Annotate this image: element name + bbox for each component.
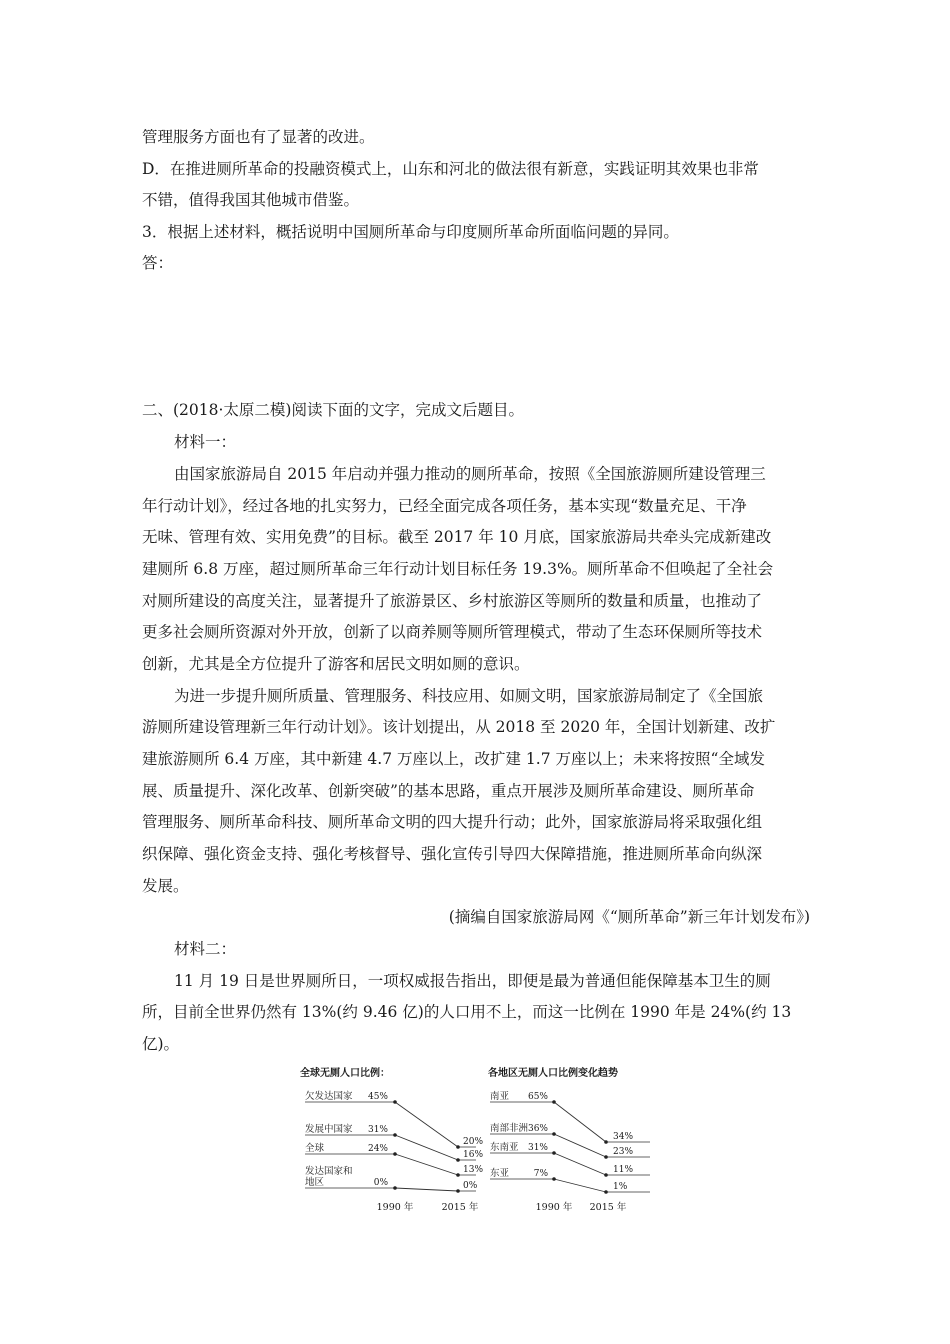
data-point-1990 xyxy=(552,1177,556,1181)
paragraph-1-line: 无味、管理有效、实用免费”的目标。截至 2017 年 10 月底，国家旅游局共牵头完成新建改 xyxy=(142,528,772,546)
paragraph-1-line: 创新，尤其是全方位提升了游客和居民文明如厕的意识。 xyxy=(142,655,530,673)
value-label-1990: 36% xyxy=(527,1124,548,1134)
paragraph-3-line: 所，目前全世界仍然有 13%(约 9.46 亿)的人口用不上，而这一比例在 1990 年是 24%(约 13 xyxy=(142,1003,792,1021)
data-point-1990 xyxy=(393,1133,397,1137)
value-label-2015: 16% xyxy=(463,1150,484,1160)
series-label: 全球 xyxy=(305,1143,325,1154)
value-label-1990: 0% xyxy=(373,1178,388,1188)
value-label-2015: 0% xyxy=(463,1181,478,1191)
material-2-label: 材料二： xyxy=(174,940,237,958)
data-point-1990 xyxy=(552,1100,556,1104)
series-slope-line xyxy=(395,1102,458,1147)
paragraph-2-line: 游厕所建设管理新三年行动计划》。该计划提出，从 2018 至 2020 年，全国计划新建、改扩 xyxy=(142,718,776,736)
paragraph-1-line: 建厕所 6.8 万座，超过厕所革命三年行动计划目标任务 19.3%。厕所革命不但唤起了全社会 xyxy=(142,560,774,578)
value-label-2015: 20% xyxy=(463,1137,484,1147)
data-point-1990 xyxy=(393,1186,397,1190)
value-label-1990: 65% xyxy=(527,1092,548,1102)
value-label-1990: 7% xyxy=(533,1169,548,1179)
series-slope-line xyxy=(395,1154,458,1175)
series-slope-line xyxy=(554,1102,606,1142)
series-label: 南亚 xyxy=(490,1091,510,1102)
series-slope-line xyxy=(395,1188,458,1191)
data-point-1990 xyxy=(552,1151,556,1155)
value-label-2015: 13% xyxy=(463,1165,484,1175)
global-chart xyxy=(300,1062,484,1222)
chart-title: 各地区无厕人口比例变化趋势 xyxy=(488,1068,618,1079)
material-1-label: 材料一： xyxy=(174,433,237,451)
paragraph-2-line: 为进一步提升厕所质量、管理服务、科技应用、如厕文明，国家旅游局制定了《全国旅 xyxy=(174,687,764,705)
x-tick-label: 2015 年 xyxy=(589,1202,627,1213)
paragraph-1-line: 更多社会厕所资源对外开放，创新了以商养厕等厕所管理模式，带动了生态环保厕所等技术 xyxy=(142,623,763,641)
value-label-1990: 24% xyxy=(367,1144,388,1154)
paragraph-3-line: 亿)。 xyxy=(142,1035,180,1053)
value-label-1990: 31% xyxy=(367,1125,388,1135)
data-point-1990 xyxy=(393,1152,397,1156)
chart-title: 全球无厕人口比例： xyxy=(300,1068,390,1079)
value-label-1990: 31% xyxy=(527,1143,548,1153)
data-point-2015 xyxy=(456,1158,460,1162)
series-slope-line xyxy=(395,1135,458,1160)
regional-chart xyxy=(488,1062,663,1222)
series-label: 南部非洲 xyxy=(490,1123,529,1134)
series-label: 地区 xyxy=(305,1177,325,1188)
answer-label: 答： xyxy=(142,254,174,272)
option-d: D．在推进厕所革命的投融资模式上，山东和河北的做法很有新意，实践证明其效果也非常 xyxy=(142,160,759,178)
paragraph-1-line: 由国家旅游局自 2015 年启动并强力推动的厕所革命，按照《全国旅游厕所建设管理三 xyxy=(174,465,766,483)
paragraph-1-line: 年行动计划》，经过各地的扎实努力，已经全面完成各项任务，基本实现“数量充足、干净 xyxy=(142,497,747,515)
series-label: 东亚 xyxy=(490,1168,510,1179)
series-label: 发达国家和 xyxy=(305,1166,353,1177)
value-label-2015: 1% xyxy=(613,1182,628,1192)
data-point-2015 xyxy=(604,1155,608,1159)
series-label: 东南亚 xyxy=(490,1142,519,1153)
value-label-1990: 45% xyxy=(367,1092,388,1102)
question-3: 3．根据上述材料，概括说明中国厕所革命与印度厕所革命所面临问题的异同。 xyxy=(142,223,679,241)
source-citation: (摘编自国家旅游局网《“厕所革命”新三年计划发布》) xyxy=(448,908,810,926)
paragraph-2-line: 织保障、强化资金支持、强化考核督导、强化宣传引导四大保障措施，推进厕所革命向纵深 xyxy=(142,845,763,863)
x-tick-label: 1990 年 xyxy=(376,1202,414,1213)
data-point-2015 xyxy=(456,1189,460,1193)
paragraph-2-line: 展、质量提升、深化改革、创新突破”的基本思路，重点开展涉及厕所革命建设、厕所革命 xyxy=(142,782,755,800)
paragraph-2-line: 建旅游厕所 6.4 万座，其中新建 4.7 万座以上，改扩建 1.7 万座以上；未来将按照“全域发 xyxy=(142,750,765,768)
series-slope-line xyxy=(554,1179,606,1192)
section-heading: 二、(2018·太原二模)阅读下面的文字，完成文后题目。 xyxy=(142,401,524,419)
data-point-2015 xyxy=(604,1140,608,1144)
data-point-2015 xyxy=(456,1145,460,1149)
paragraph-3-line: 11 月 19 日是世界厕所日，一项权威报告指出，即便是最为普通但能保障基本卫生的厕 xyxy=(174,972,771,990)
data-point-1990 xyxy=(393,1100,397,1104)
series-slope-line xyxy=(554,1134,606,1157)
series-label: 欠发达国家 xyxy=(305,1091,353,1102)
paragraph-1-line: 对厕所建设的高度关注，显著提升了旅游景区、乡村旅游区等厕所的数量和质量，也推动了 xyxy=(142,592,763,610)
paragraph-2-line: 发展。 xyxy=(142,877,189,895)
data-point-1990 xyxy=(552,1132,556,1136)
data-point-2015 xyxy=(456,1173,460,1177)
value-label-2015: 11% xyxy=(613,1165,634,1175)
data-point-2015 xyxy=(604,1173,608,1177)
data-point-2015 xyxy=(604,1190,608,1194)
value-label-2015: 34% xyxy=(613,1132,634,1142)
series-label: 发展中国家 xyxy=(305,1124,353,1135)
x-tick-label: 1990 年 xyxy=(535,1202,573,1213)
text-line: 管理服务方面也有了显著的改进。 xyxy=(142,128,375,146)
x-tick-label: 2015 年 xyxy=(441,1202,479,1213)
option-d-cont: 不错，值得我国其他城市借鉴。 xyxy=(142,191,360,209)
value-label-2015: 23% xyxy=(613,1147,634,1157)
paragraph-2-line: 管理服务、厕所革命科技、厕所革命文明的四大提升行动；此外，国家旅游局将采取强化组 xyxy=(142,813,763,831)
series-slope-line xyxy=(554,1153,606,1175)
